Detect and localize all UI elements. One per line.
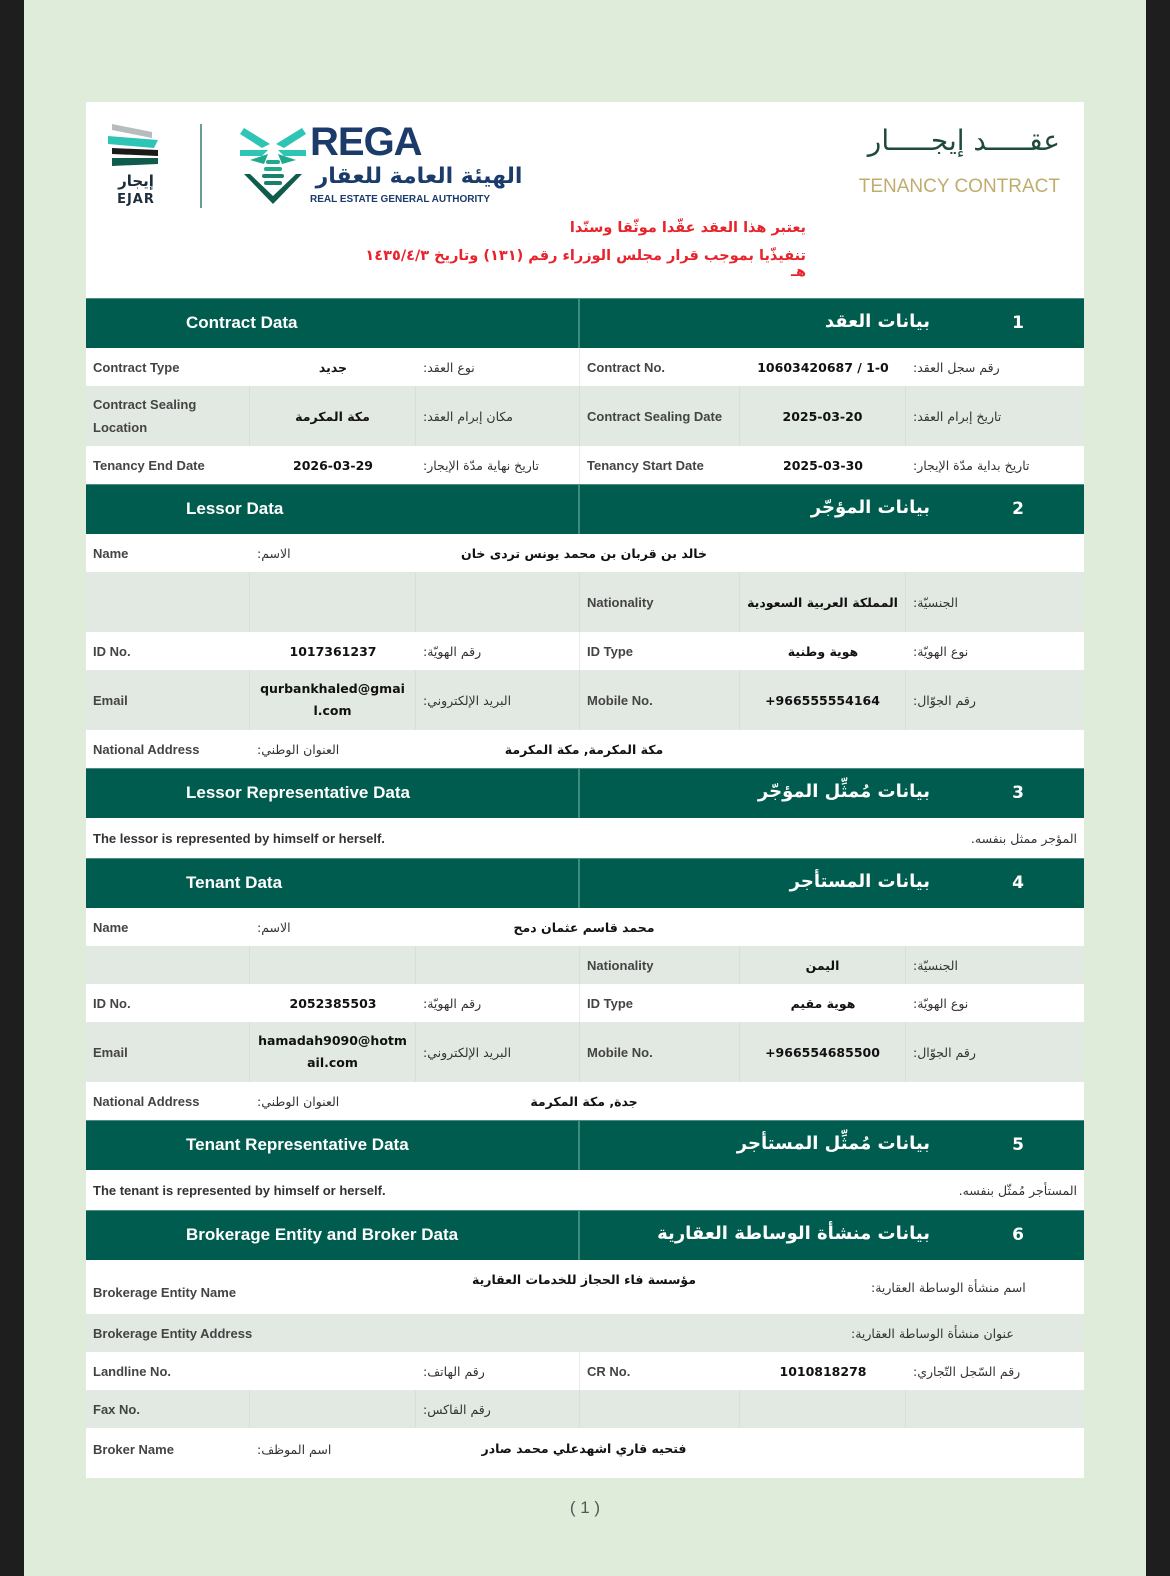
label-en: Nationality xyxy=(580,572,740,632)
section-title-en: Lessor Data xyxy=(186,499,284,518)
lessor-id-row xyxy=(86,632,1084,670)
label-en: Contract Sealing Location xyxy=(86,386,250,446)
section-header-brokerage xyxy=(86,1210,1084,1260)
value: +966555554164 xyxy=(740,670,906,730)
section-title-en: Tenant Data xyxy=(186,873,283,892)
rega-logo-text: REGA xyxy=(310,120,422,164)
label-ar: البريد الإلكتروني: xyxy=(416,670,580,730)
label-ar: تاريخ نهاية مدّة الإيجار: xyxy=(416,446,580,484)
label-ar: اسم منشأة الوساطة العقارية: xyxy=(871,1279,1026,1295)
label-ar: تاريخ بداية مدّة الإيجار: xyxy=(913,457,1030,473)
section-title-en: Tenant Representative Data xyxy=(186,1135,409,1154)
value: 2025-03-20 xyxy=(740,386,906,446)
brokerage-entity-name-value: مؤسسة فاء الحجاز للخدمات العقارية xyxy=(472,1272,696,1287)
tenant-contact-row xyxy=(86,1022,1084,1082)
label-ar: الجنسيّة: xyxy=(913,957,958,973)
document-title-english: TENANCY CONTRACT xyxy=(858,176,1060,197)
label-en: Tenancy Start Date xyxy=(587,457,704,473)
value: +966554685500 xyxy=(740,1022,906,1082)
section-title-ar: بيانات المؤجّر xyxy=(810,497,930,518)
value: المملكة العربية السعودية xyxy=(740,572,906,632)
broker-name-row xyxy=(86,1428,1084,1470)
label-en: ID Type xyxy=(587,643,633,659)
section-header-lessor-representative xyxy=(86,768,1084,818)
label-ar: نوع الهويّة: xyxy=(913,643,969,659)
label-ar: رقم الهويّة: xyxy=(416,984,580,1022)
value: 2026-03-29 xyxy=(293,457,373,473)
label-en: Name xyxy=(93,919,129,935)
label-en: ID Type xyxy=(587,995,633,1011)
value: 10603420687 / 1-0 xyxy=(757,359,889,375)
table-row xyxy=(86,348,1084,386)
section-title-ar: بيانات مُمثِّل المؤجّر xyxy=(757,781,930,802)
representation-text-ar: المستأجر مُمثّل بنفسه. xyxy=(958,1182,1077,1198)
label-en: Contract Type xyxy=(93,359,180,375)
label-ar: رقم السّجل التّجاري: xyxy=(913,1363,1021,1379)
section-number: 6 xyxy=(1012,1225,1024,1245)
label-en: Brokerage Entity Name xyxy=(93,1284,237,1300)
lessor-address-value: مكة المكرمة, مكة المكرمة xyxy=(504,742,664,757)
label-en: National Address xyxy=(93,1093,200,1109)
label-en: CR No. xyxy=(587,1363,631,1379)
value: هوية مقيم xyxy=(790,995,856,1011)
section-number: 5 xyxy=(1012,1135,1024,1155)
lessor-nationality-row xyxy=(86,572,1084,632)
label-en: Email xyxy=(86,670,250,730)
label-en: ID No. xyxy=(93,995,131,1011)
section-title-en: Brokerage Entity and Broker Data xyxy=(186,1225,459,1244)
rega-palm-logo-icon xyxy=(240,124,306,206)
representation-text-en: The lessor is represented by himself or herself. xyxy=(93,830,385,846)
legal-notice-line-1: يعتبر هذا العقد عقّدا موثّقا وسنّدا xyxy=(569,220,806,236)
tenant-nationality-row xyxy=(86,946,1084,984)
document-title-arabic: عقـــــد إيجـــــار xyxy=(867,124,1060,157)
label-ar: مكان إبرام العقد: xyxy=(416,386,580,446)
ejar-logo-arabic: إيجار xyxy=(118,172,154,190)
value: 1010818278 xyxy=(779,1363,867,1379)
section-title-en: Contract Data xyxy=(186,313,298,332)
rega-logo-subtitle: REAL ESTATE GENERAL AUTHORITY xyxy=(310,194,491,205)
section-title-en: Lessor Representative Data xyxy=(186,783,410,802)
value: مكة المكرمة xyxy=(250,386,416,446)
section-header-tenant-representative xyxy=(86,1120,1084,1170)
brokerage-phone-row xyxy=(86,1352,1084,1390)
section-header-lessor-data xyxy=(86,484,1084,534)
lessor-contact-row xyxy=(86,670,1084,730)
label-en: Tenancy End Date xyxy=(93,457,205,473)
tenant-address-row xyxy=(86,1082,1084,1120)
label-en: Fax No. xyxy=(86,1390,250,1428)
broker-name-value: فتحيه قاري اشهدعلي محمد صادر xyxy=(481,1441,687,1456)
lessor-name-row xyxy=(86,534,1084,572)
label-ar: الاسم: xyxy=(257,919,291,935)
label-ar: اسم الموظف: xyxy=(257,1441,332,1457)
value: جديد xyxy=(318,359,348,375)
value: اليمن xyxy=(740,946,906,984)
label-ar: رقم سجل العقد: xyxy=(913,359,1000,375)
representation-text-en: The tenant is represented by himself or herself. xyxy=(93,1182,386,1198)
value: qurbankhaled@gmail.com xyxy=(250,670,416,730)
label-en: Mobile No. xyxy=(580,670,740,730)
value: هوية وطنية xyxy=(787,643,859,659)
label-ar: العنوان الوطني: xyxy=(257,1093,340,1109)
representation-text-ar: المؤجر ممثل بنفسه. xyxy=(970,830,1077,846)
label-en: ID No. xyxy=(93,643,131,659)
label-ar: نوع الهويّة: xyxy=(913,995,969,1011)
label-en: Mobile No. xyxy=(580,1022,740,1082)
table-row xyxy=(86,446,1084,484)
section-title-ar: بيانات منشأة الوساطة العقارية xyxy=(657,1223,930,1244)
label-ar: نوع العقد: xyxy=(416,348,580,386)
label-ar: عنوان منشأة الوساطة العقارية: xyxy=(851,1325,1014,1341)
lessor-name-value: خالد بن قربان بن محمد يونس تردى خان xyxy=(461,546,707,561)
section-title-ar: بيانات العقد xyxy=(824,311,930,332)
page-number: ( 1 ) xyxy=(569,1498,601,1517)
tenant-address-value: جدة, مكة المكرمة xyxy=(530,1094,638,1109)
label-en: Broker Name xyxy=(93,1441,174,1457)
label-ar: رقم الجوّال: xyxy=(913,1044,976,1060)
section-header-contract-data xyxy=(86,298,1084,348)
label-ar: البريد الإلكتروني: xyxy=(416,1022,580,1082)
section-number: 2 xyxy=(1012,499,1024,519)
section-number: 1 xyxy=(1012,313,1024,333)
label-ar: الجنسيّة: xyxy=(913,594,958,610)
label-en: Email xyxy=(86,1022,250,1082)
value: 2052385503 xyxy=(289,995,377,1011)
label-ar: رقم الجوّال: xyxy=(913,692,976,708)
section-header-tenant-data xyxy=(86,858,1084,908)
value: 2025-03-30 xyxy=(783,457,863,473)
section-title-ar: بيانات المستأجر xyxy=(789,871,930,892)
tenant-name-value: محمد قاسم عثمان دمح xyxy=(513,920,655,935)
brokerage-entity-name-row xyxy=(86,1260,1084,1314)
label-en: Contract No. xyxy=(587,359,665,375)
label-ar: الاسم: xyxy=(257,545,291,561)
section-title-ar: بيانات مُمثِّل المستأجر xyxy=(736,1133,930,1154)
lessor-address-row xyxy=(86,730,1084,768)
brokerage-fax-row xyxy=(86,1390,1084,1428)
label-en: Name xyxy=(93,545,129,561)
tenant-representative-row xyxy=(86,1170,1084,1210)
table-row xyxy=(86,386,1084,446)
label-en: National Address xyxy=(93,741,200,757)
section-number: 3 xyxy=(1012,783,1024,803)
label-ar: رقم الهاتف: xyxy=(416,1352,580,1390)
label-en: Nationality xyxy=(580,946,740,984)
label-ar: العنوان الوطني: xyxy=(257,741,340,757)
logo-divider xyxy=(200,124,202,208)
section-number: 4 xyxy=(1012,873,1024,893)
tenant-name-row xyxy=(86,908,1084,946)
label-ar: رقم الفاكس: xyxy=(416,1390,580,1428)
label-en: Contract Sealing Date xyxy=(580,386,740,446)
tenant-id-row xyxy=(86,984,1084,1022)
label-ar: تاريخ إبرام العقد: xyxy=(913,408,1002,424)
label-ar: رقم الهويّة: xyxy=(416,632,580,670)
document-header xyxy=(86,102,1084,298)
label-en: Landline No. xyxy=(93,1363,171,1379)
ejar-logo-english: EJAR xyxy=(117,192,155,207)
legal-notice-line-2: تنفيذّيا بموجب قرار مجلس الوزراء رقم (١٣١) وتاريخ ١٤٣٥/٤/٣ هـ xyxy=(365,248,806,280)
value: 1017361237 xyxy=(289,643,377,659)
brokerage-entity-address-row xyxy=(86,1314,1084,1352)
label-en: Brokerage Entity Address xyxy=(93,1325,253,1341)
rega-logo-arabic: الهيئة العامة للعقار xyxy=(315,164,523,189)
value: hamadah9090@hotmail.com xyxy=(250,1022,416,1082)
lessor-representative-row xyxy=(86,818,1084,858)
contract-sheet xyxy=(86,102,1084,1478)
